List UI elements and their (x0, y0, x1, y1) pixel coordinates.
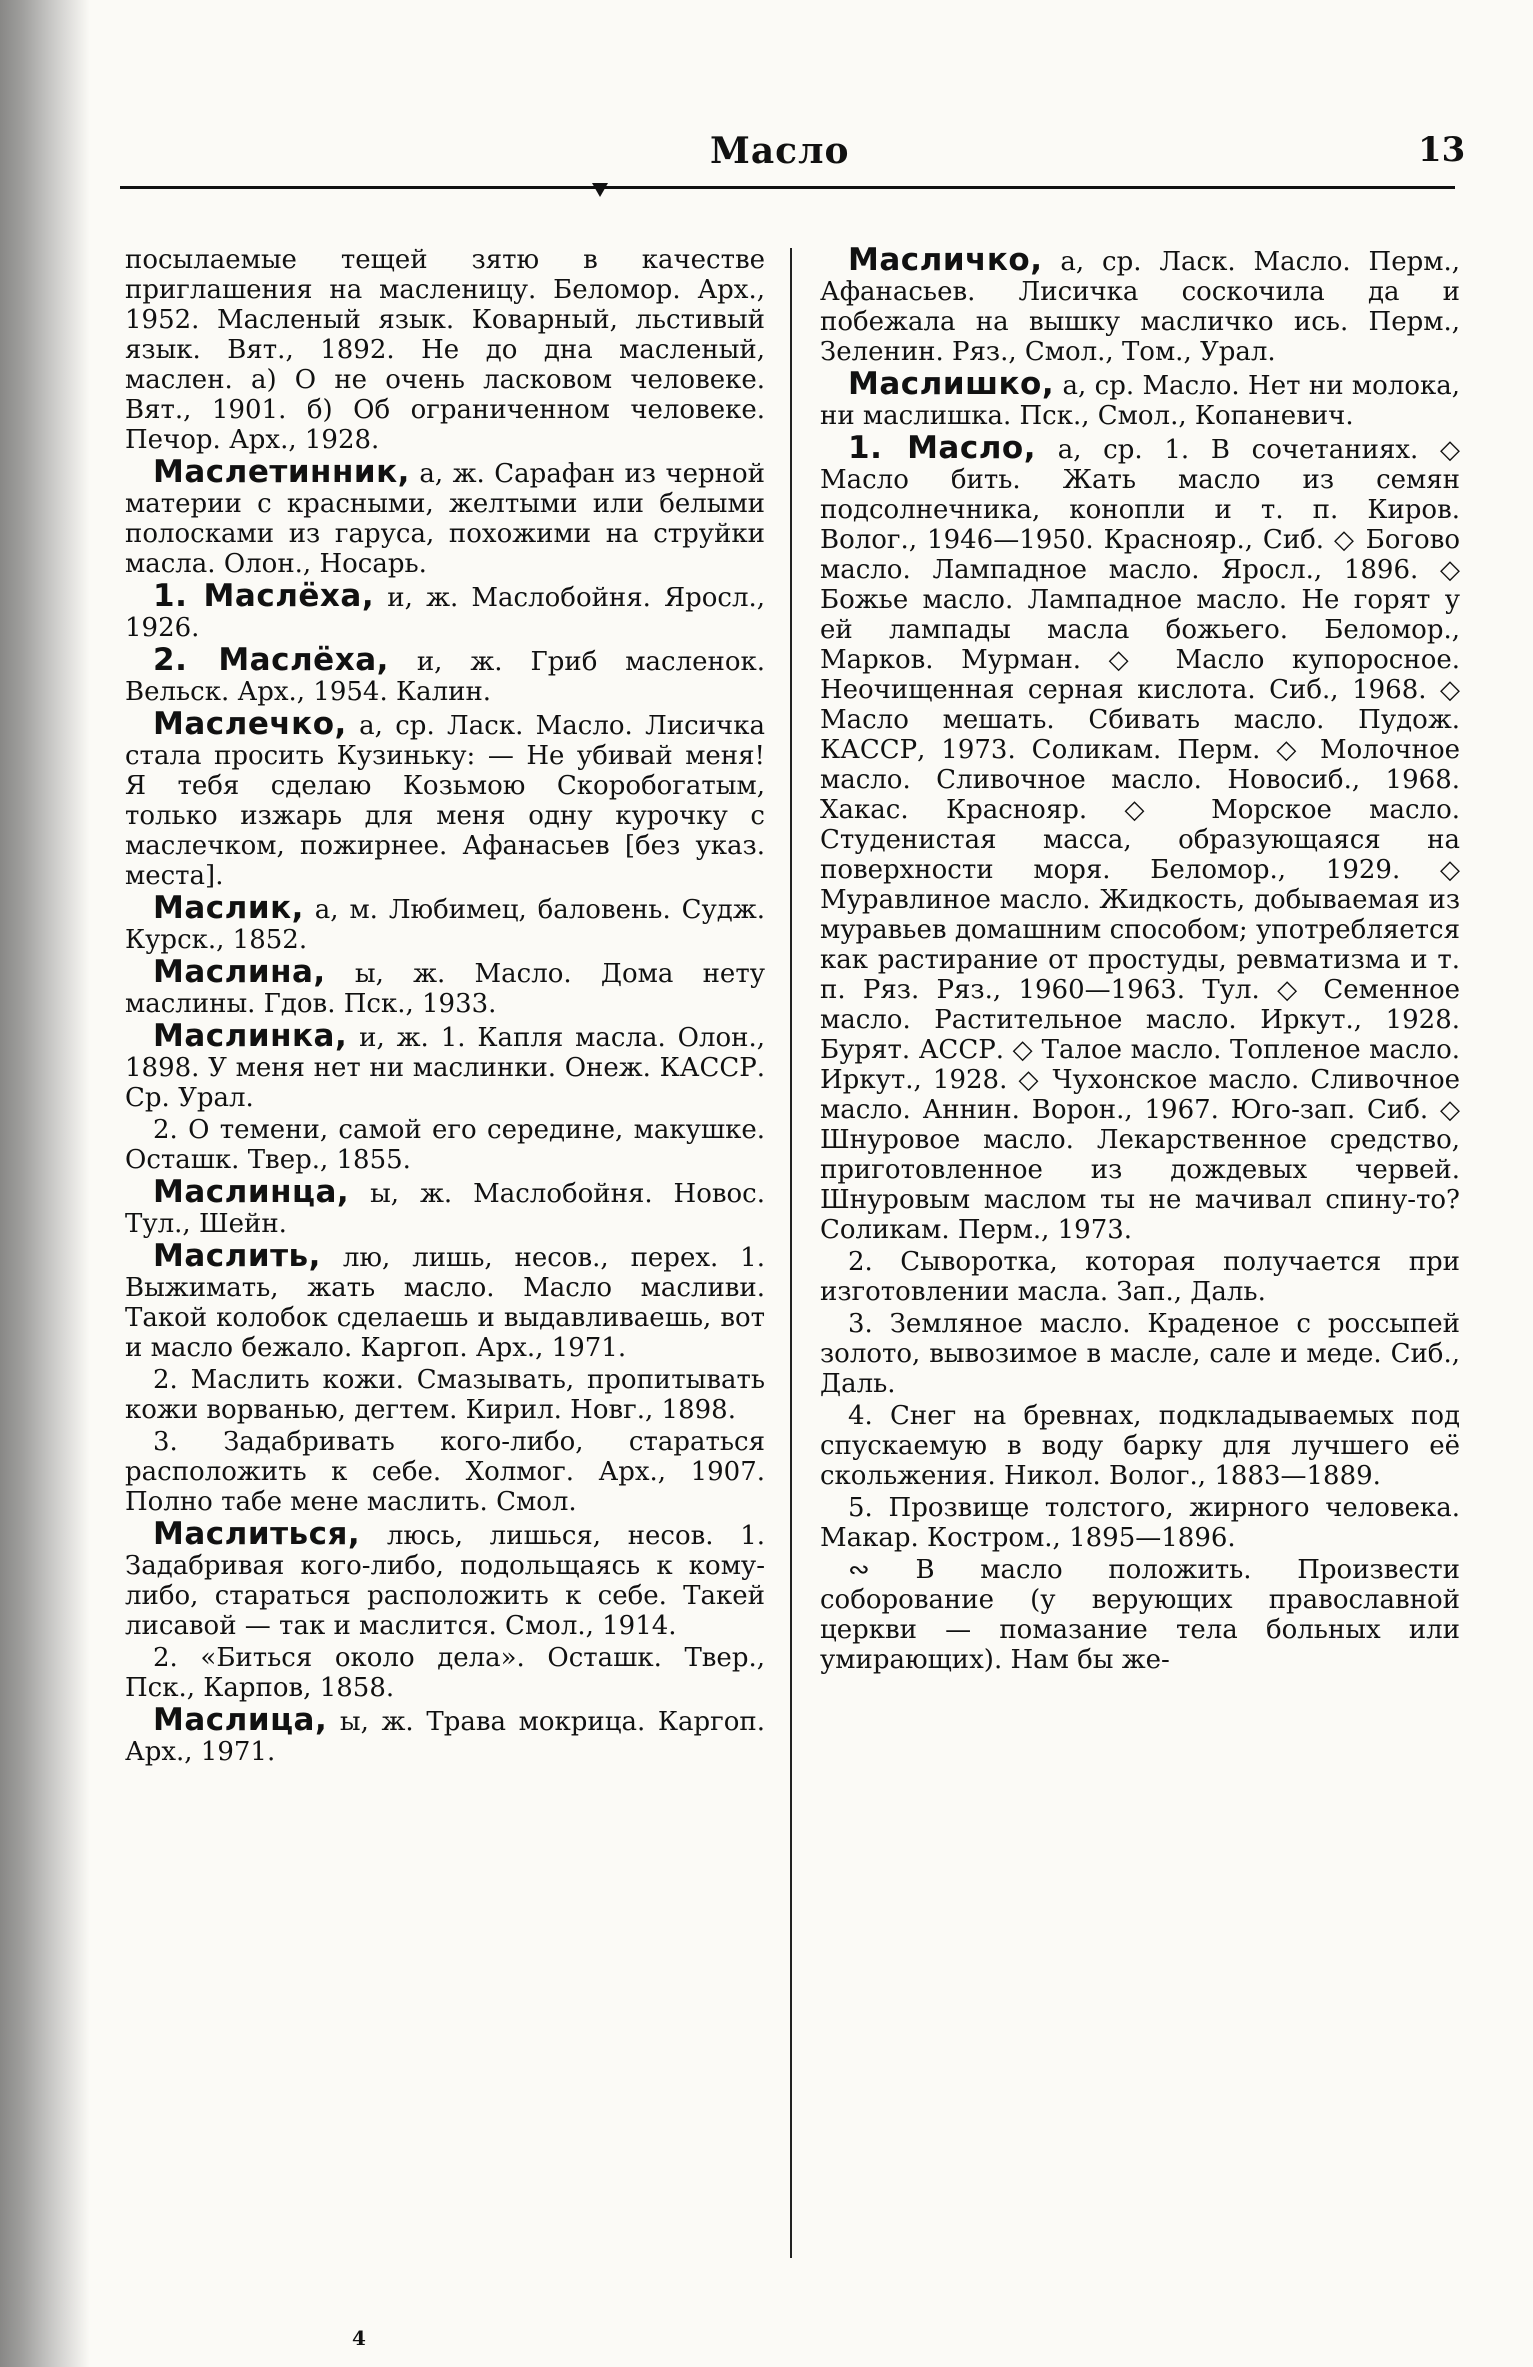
column-divider (790, 248, 792, 2258)
dictionary-entry (125, 578, 765, 643)
right-column (820, 245, 1460, 2275)
dictionary-sense (820, 1309, 1460, 1399)
entry-headword: Маслетинник, (153, 454, 410, 490)
dictionary-entry (125, 245, 765, 455)
entry-text: 4. Снег на бревнах, подкладываемых под спускаемую в воду барку для лучшего её скольжения. Никол. Волог., 1883—1889. (820, 1401, 1460, 1491)
entry-headword: Масличко, (848, 245, 1043, 278)
entry-headword: 1. Масло, (848, 430, 1036, 466)
entry-text: 3. Земляное масло. Краденое с россыпей золото, вывозимое в масле, сале и меде. Сиб., Даль. (820, 1309, 1460, 1399)
dictionary-entry (125, 454, 765, 579)
entry-text: и, ж. Гриб масленок. Вельск. Арх., 1954. Калин. (125, 647, 765, 707)
entry-text: 2. Маслить кожи. Смазывать, пропитывать кожи ворванью, дегтем. Кирил. Новг., 1898. (125, 1365, 765, 1425)
dictionary-sense (125, 1365, 765, 1425)
entry-text: и, ж. Маслобойня. Яросл., 1926. (125, 583, 765, 643)
dictionary-entry (125, 1018, 765, 1113)
dictionary-entry (125, 706, 765, 891)
entry-text: ы, ж. Маслобойня. Новос. Тул., Шейн. (125, 1179, 765, 1239)
running-title: Масло (710, 130, 850, 172)
entry-text: 2. «Биться около дела». Осташк. Твер., Пск., Карпов, 1858. (125, 1643, 765, 1703)
dictionary-sense (820, 1247, 1460, 1307)
entry-headword: Маслица, (153, 1702, 328, 1738)
dictionary-phrase (820, 1555, 1460, 1675)
entry-headword: Маслить, (153, 1238, 321, 1274)
entry-text: а, ср. Масло. Нет ни молока, ни маслишка. Пск., Смол., Копаневич. (820, 371, 1460, 431)
dictionary-entry (125, 1702, 765, 1767)
dictionary-sense (125, 1427, 765, 1517)
header-rule (120, 186, 1455, 189)
page-number: 13 (1418, 130, 1466, 170)
entry-headword: Маслишко, (848, 366, 1055, 402)
dictionary-entry (125, 642, 765, 707)
entry-headword: 2. Маслёха, (153, 642, 389, 678)
scanned-page-edge (0, 0, 90, 2367)
entry-headword: Маслик, (153, 890, 304, 926)
header-rule-marker (592, 183, 608, 197)
entry-text: 3. Задабривать кого-либо, стараться расположить к себе. Холмог. Арх., 1907. Полно табе мене маслить. Смол. (125, 1427, 765, 1517)
dictionary-entry (125, 1174, 765, 1239)
entry-text: 2. О темени, самой его середине, макушке. Осташк. Твер., 1855. (125, 1115, 765, 1175)
entry-text: а, ср. Ласк. Масло. Перм., Афанасьев. Лисичка соскочила да и побежала на вышку масличко ись. Перм., Зеленин. Ряз., Смол., Том., Урал. (820, 247, 1460, 367)
entry-text: 5. Прозвище толстого, жирного человека. Макар. Костром., 1895—1896. (820, 1493, 1460, 1553)
entry-headword: Маслинка, (153, 1018, 348, 1054)
dictionary-entry (820, 245, 1460, 367)
entry-text: 2. Сыворотка, которая получается при изготовлении масла. Зап., Даль. (820, 1247, 1460, 1307)
entry-text: посылаемые тещей зятю в качестве приглашения на масленицу. Беломор. Арх., 1952. Масленый язык. Коварный, льстивый язык. Вят., 1892. Не до дна масленый, маслен. а) О не очень ласковом человеке. Вят., 1901. б) Об ограниченном человеке. Печор. Арх., 1928. (125, 245, 765, 455)
entry-text: а, ж. Сарафан из черной материи с красными, желтыми или белыми полосками из гаруса, похожими на струйки масла. Олон., Носарь. (125, 459, 765, 579)
entry-text: ∾ В масло положить. Произвести соборование (у верующих православной церкви — помазание тела больных или умирающих). Нам бы же- (820, 1555, 1460, 1675)
dictionary-sense (820, 1401, 1460, 1491)
entry-headword: Маслиться, (153, 1516, 361, 1552)
dictionary-entry (820, 430, 1460, 1245)
entry-headword: Маслечко, (153, 706, 347, 742)
entry-text: а, ср. 1. В сочетаниях. ◇ Масло бить. Жать масло из семян подсолнечника, конопли и т. п. Киров. Волог., 1946—1950. Краснояр., Сиб. ◇ Богово масло. Лампадное масло. Яросл., 1896. ◇ Божье масло. Лампадное масло. Не горят у ей лампады масла божьего. Беломор., Марков. Мурман. ◇ Масло купоросное. Неочищенная серная кислота. Сиб., 1968. ◇ Масло мешать. Сбивать масло. Пудож. КАССР, 1973. Соликам. Перм. ◇ Молочное масло. Сливочное масло. Новосиб., 1968. Хакас. Краснояр. ◇ Морское масло. Студенистая масса, образующаяся на поверхности моря. Беломор., 1929. ◇ Муравлиное масло. Жидкость, добываемая из муравьев домашним способом; употребляется как растирание от простуды, ревматизма и т. п. Ряз. Ряз., 1960—1963. Тул. ◇ Семенное масло. Растительное масло. Иркут., 1928. Бурят. АССР. ◇ Талое масло. Топленое масло. Иркут., 1928. ◇ Чухонское масло. Сливочное масло. Аннин. Ворон., 1967. Юго-зап. Сиб. ◇ Шнуровое масло. Лекарственное средство, приготовленное из дождевых червей. Шнуровым маслом ты не мачивал спину-то? Соликам. Перм., 1973. (820, 435, 1460, 1245)
dictionary-entry (125, 890, 765, 955)
entry-text: и, ж. 1. Капля масла. Олон., 1898. У меня нет ни маслинки. Онеж. КАССР. Ср. Урал. (125, 1023, 765, 1113)
entry-text: ы, ж. Трава мокрица. Каргоп. Арх., 1971. (125, 1707, 765, 1767)
signature-mark: 4 (352, 2326, 366, 2350)
entry-text: люсь, лишься, несов. 1. Задабривая кого-либо, подольщаясь к кому-либо, стараться расположить к себе. Такей лисавой — так и маслится. Смол., 1914. (125, 1521, 765, 1641)
entry-headword: Маслинца, (153, 1174, 350, 1210)
left-column (125, 245, 765, 2275)
dictionary-entry (820, 366, 1460, 431)
entry-text: а, м. Любимец, баловень. Судж. Курск., 1852. (125, 895, 765, 955)
dictionary-sense (125, 1643, 765, 1703)
dictionary-entry (125, 954, 765, 1019)
dictionary-entry (125, 1238, 765, 1363)
dictionary-entry (125, 1516, 765, 1641)
entry-headword: 1. Маслёха, (153, 578, 375, 614)
entry-headword: Маслина, (153, 954, 326, 990)
entry-text: лю, лишь, несов., перех. 1. Выжимать, жать масло. Масло масливи. Такой колобок сделаешь и выдавливаешь, вот и масло бежало. Каргоп. Арх., 1971. (125, 1243, 765, 1363)
entry-text: ы, ж. Масло. Дома нету маслины. Гдов. Пск., 1933. (125, 959, 765, 1019)
entry-text: а, ср. Ласк. Масло. Лисичка стала просить Кузиньку: — Не убивай меня! Я тебя сделаю Козьмою Скоробогатым, только изжарь для меня одну курочку с маслечком, пожирнее. Афанасьев [без указ. места]. (125, 711, 765, 891)
dictionary-sense (820, 1493, 1460, 1553)
dictionary-sense (125, 1115, 765, 1175)
